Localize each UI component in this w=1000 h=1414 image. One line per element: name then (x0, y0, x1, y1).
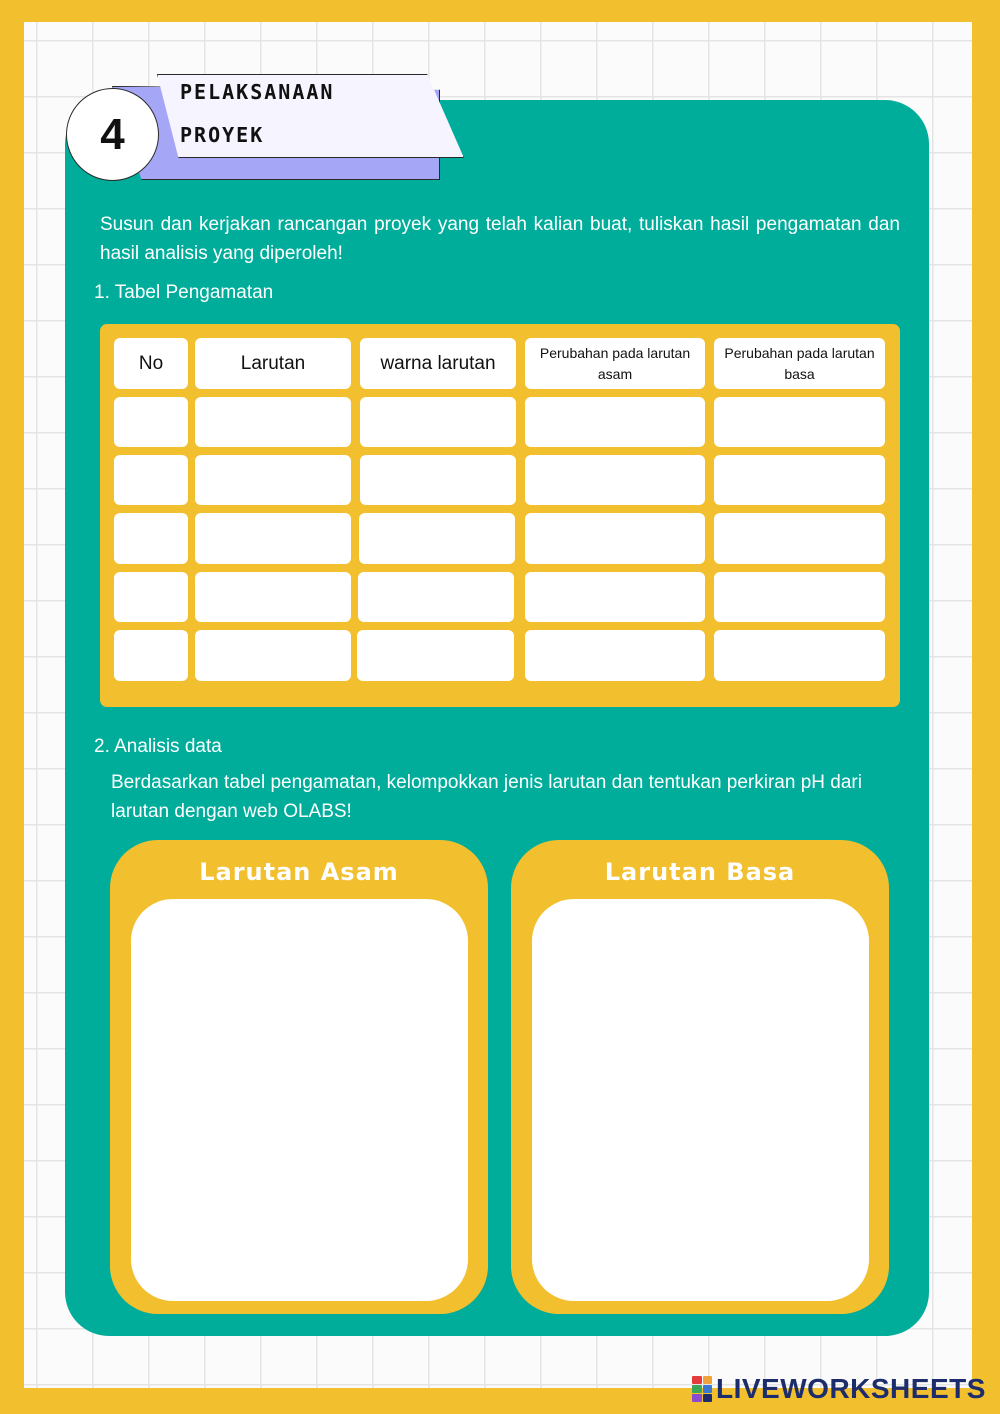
base-solution-title: Larutan Basa (604, 858, 796, 886)
table-cell-input[interactable] (714, 513, 885, 564)
table-cell-input[interactable] (359, 513, 515, 564)
table-header-larutan: Larutan (195, 338, 351, 389)
base-solution-card (511, 840, 889, 1314)
table-cell-input[interactable] (714, 572, 885, 622)
base-solution-answer-area[interactable] (532, 899, 869, 1301)
table-cell-input[interactable] (358, 572, 514, 622)
table-cell-input[interactable] (360, 397, 516, 447)
table-cell-input[interactable] (195, 455, 351, 505)
table-cell-input[interactable] (114, 630, 188, 681)
table-cell-input[interactable] (714, 397, 885, 447)
acid-solution-title: Larutan Asam (199, 858, 399, 886)
table-cell-input[interactable] (525, 397, 705, 447)
table-cell-input[interactable] (360, 455, 516, 505)
observation-table (100, 324, 900, 707)
acid-solution-answer-area[interactable] (131, 899, 468, 1301)
liveworksheets-logo (692, 1374, 986, 1404)
table-cell-input[interactable] (357, 630, 514, 681)
table-header-warna: warna larutan (360, 338, 516, 389)
table-cell-input[interactable] (195, 397, 351, 447)
liveworksheets-logo-icon (692, 1376, 712, 1402)
table-cell-input[interactable] (525, 630, 705, 681)
table-cell-input[interactable] (195, 572, 351, 622)
section-label-table: 1. Tabel Pengamatan (94, 282, 274, 303)
table-header-perubahan-basa: Perubahan pada larutan basa (714, 338, 885, 389)
table-cell-input[interactable] (195, 513, 351, 564)
table-cell-input[interactable] (195, 630, 351, 681)
page-title-line-2: PROYEK (180, 123, 265, 147)
table-cell-input[interactable] (114, 513, 188, 564)
table-header-perubahan-asam: Perubahan pada larutan asam (525, 338, 705, 389)
intro-text: Susun dan kerjakan rancangan proyek yang telah kalian buat, tuliskan hasil pengamatan dan hasil analisis yang diperoleh! (100, 214, 900, 264)
table-cell-input[interactable] (525, 513, 705, 564)
page-title-line-1: PELAKSANAAN (180, 80, 335, 104)
table-cell-input[interactable] (114, 455, 188, 505)
section-label-analysis: 2. Analisis data (94, 736, 222, 757)
analysis-instruction: Berdasarkan tabel pengamatan, kelompokkan jenis larutan dan tentukan perkiran pH dari larutan dengan web OLABS! (111, 772, 862, 822)
table-cell-input[interactable] (714, 630, 885, 681)
liveworksheets-logo-text: LIVEWORKSHEETS (716, 1373, 986, 1404)
step-number: 4 (66, 88, 159, 181)
table-cell-input[interactable] (114, 397, 188, 447)
table-header-no: No (114, 338, 188, 389)
table-cell-input[interactable] (525, 572, 705, 622)
table-cell-input[interactable] (714, 455, 885, 505)
table-cell-input[interactable] (114, 572, 188, 622)
acid-solution-card (110, 840, 488, 1314)
table-cell-input[interactable] (525, 455, 705, 505)
